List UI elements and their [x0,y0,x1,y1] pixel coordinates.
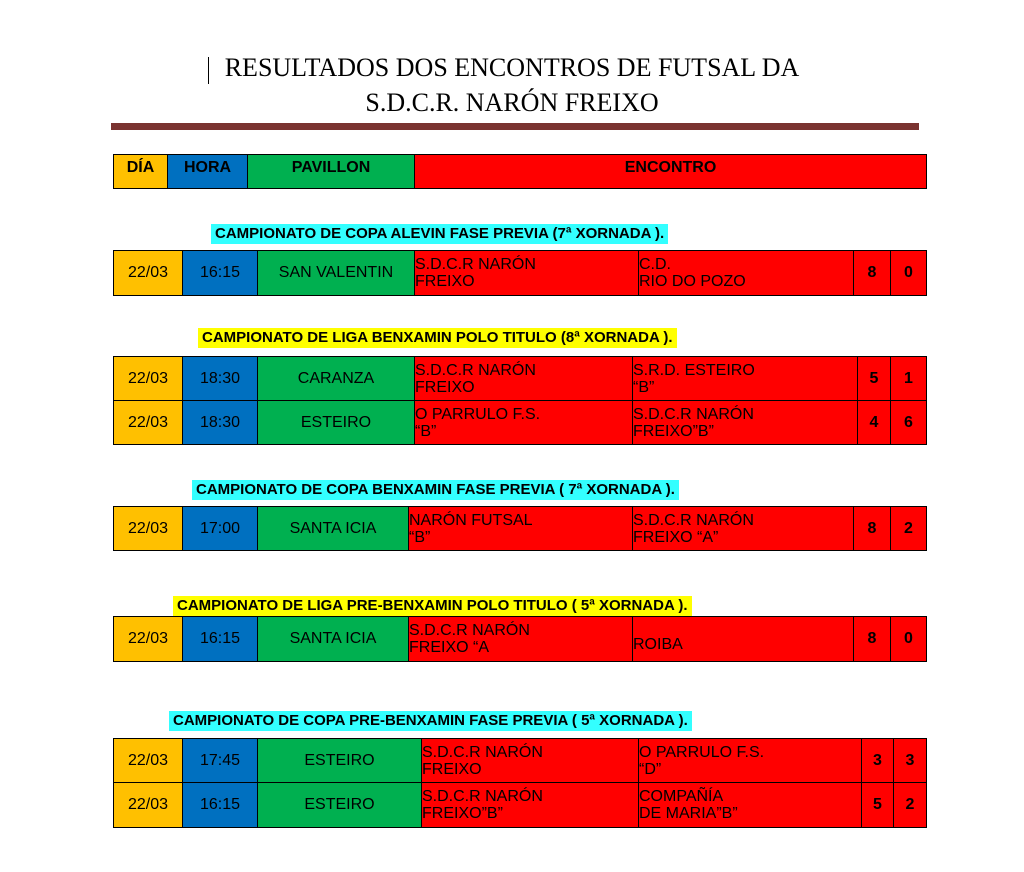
away-team [632,356,858,401]
match-date: 22/03 [113,506,183,551]
match-venue: SANTA ICIA [257,506,409,551]
match-time: 17:00 [182,506,258,551]
away-team [638,738,862,783]
match-venue: SAN VALENTIN [257,250,415,296]
header-hora: HORA [167,154,248,189]
home-team-line-1: S.D.C.R NARÓN [415,256,536,273]
away-team-line-1: O PARRULO F.S. [639,743,765,761]
section-title-copa-benxamin: CAMPIONATO DE COPA BENXAMIN FASE PREVIA ( 7ª XORNADA ). [192,480,679,500]
home-team-line-1: NARÓN FUTSAL [409,511,533,529]
section-title-liga-pre-benxamin: CAMPIONATO DE LIGA PRE-BENXAMIN POLO TITULO ( 5ª XORNADA ). [173,596,692,616]
home-team [421,782,639,828]
text-cursor [208,57,209,84]
match-venue: CARANZA [257,356,415,401]
match-venue: ESTEIRO [257,400,415,445]
match-date: 22/03 [113,782,183,828]
match-time: 16:15 [182,250,258,296]
home-team-line-2: FREIXO [415,273,475,290]
home-team-line-1: S.D.C.R NARÓN [409,622,530,639]
home-team [408,616,633,662]
match-venue: SANTA ICIA [257,616,409,662]
away-team-line-1: COMPAÑÍA [639,788,724,805]
match-date: 22/03 [113,738,183,783]
home-team [414,400,633,445]
home-team-line-2: “B” [415,422,437,440]
away-team-line-2: “D” [639,760,662,778]
title-divider [111,123,919,130]
home-team [414,356,633,401]
away-team [638,250,854,296]
home-team [414,250,639,296]
header-encontro: ENCONTRO [414,154,927,189]
home-team-line-1: O PARRULO F.S. [415,405,541,423]
away-team-line-2: FREIXO”B” [633,422,714,440]
away-score: 0 [890,616,927,662]
home-team-line-1: S.D.C.R NARÓN [422,743,543,761]
away-team [632,506,854,551]
match-date: 22/03 [113,356,183,401]
away-team [638,782,862,828]
home-score: 4 [857,400,891,445]
match-time: 18:30 [182,356,258,401]
away-score: 6 [890,400,927,445]
home-team-line-2: FREIXO [422,760,482,778]
match-date: 22/03 [113,400,183,445]
away-team-line-1: ROIBA [633,635,683,653]
away-team-line-1: S.D.C.R NARÓN [633,511,754,529]
home-team-line-2: FREIXO “A [409,639,490,656]
header-pavillon: PAVILLON [247,154,415,189]
home-score: 3 [861,738,894,783]
away-team-line-2: DE MARIA”B” [639,805,738,822]
match-venue: ESTEIRO [257,738,422,783]
document-title-line-1: RESULTADOS DOS ENCONTROS DE FUTSAL DA [224,53,800,82]
home-team-line-2: FREIXO”B” [422,805,503,822]
away-team [632,616,854,662]
home-team-line-2: FREIXO [415,378,475,396]
away-team-line-2: “B” [633,378,655,396]
home-team-line-1: S.D.C.R NARÓN [415,361,536,379]
away-score: 3 [893,738,927,783]
match-date: 22/03 [113,250,183,296]
home-team [408,506,633,551]
home-score: 5 [861,782,894,828]
match-venue: ESTEIRO [257,782,422,828]
section-title-copa-alevin: CAMPIONATO DE COPA ALEVIN FASE PREVIA (7ª XORNADA ). [211,224,668,244]
away-team-line-1: C.D. [639,256,671,273]
document-title-line-2: S.D.C.R. NARÓN FREIXO [365,88,659,117]
home-team-line-1: S.D.C.R NARÓN [422,788,543,805]
away-team [632,400,858,445]
away-team-line-1: S.R.D. ESTEIRO [633,361,755,379]
match-time: 18:30 [182,400,258,445]
away-score: 0 [890,250,927,296]
section-title-liga-benxamin: CAMPIONATO DE LIGA BENXAMIN POLO TITULO (8ª XORNADA ). [198,328,677,348]
away-score: 1 [890,356,927,401]
home-score: 8 [853,506,891,551]
away-team-line-2: RIO DO POZO [639,273,746,290]
home-score: 8 [853,616,891,662]
match-time: 16:15 [182,782,258,828]
section-title-copa-pre-benxamin: CAMPIONATO DE COPA PRE-BENXAMIN FASE PREVIA ( 5ª XORNADA ). [169,711,692,731]
home-team-line-2: “B” [409,528,431,546]
away-team-line-1: S.D.C.R NARÓN [633,405,754,423]
match-date: 22/03 [113,616,183,662]
home-team [421,738,639,783]
away-team-line-2: FREIXO “A” [633,528,719,546]
match-time: 17:45 [182,738,258,783]
away-score: 2 [890,506,927,551]
match-time: 16:15 [182,616,258,662]
home-score: 5 [857,356,891,401]
home-score: 8 [853,250,891,296]
away-score: 2 [893,782,927,828]
header-dia: DÍA [113,154,168,189]
